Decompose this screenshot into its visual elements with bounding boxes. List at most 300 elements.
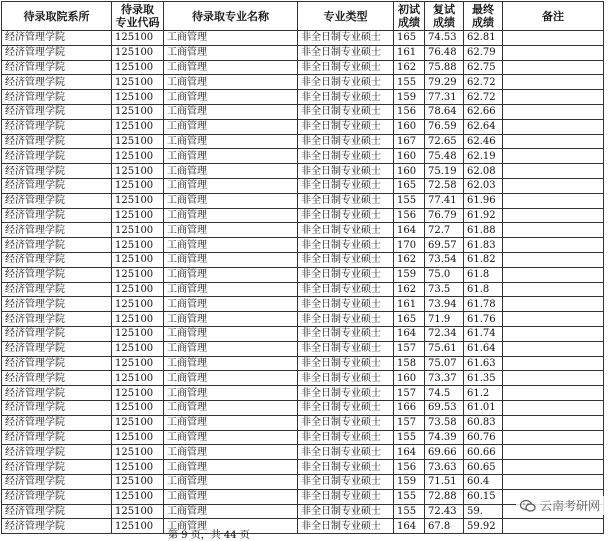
col-major-type-cell: 非全日制专业硕士	[298, 386, 394, 401]
col-major-code-cell: 125100	[112, 282, 164, 297]
col-retest-score-cell: 72.65	[425, 134, 464, 149]
col-department-cell: 经济管理学院	[2, 178, 112, 193]
col-major-code-cell: 125100	[112, 238, 164, 253]
col-initial-score-cell: 164	[394, 519, 425, 534]
table-row	[2, 445, 604, 460]
col-remarks-cell	[503, 119, 604, 134]
col-department-cell: 经济管理学院	[2, 341, 112, 356]
col-major-name-cell: 工商管理	[164, 445, 298, 460]
wechat-icon	[520, 499, 536, 513]
col-department-cell: 经济管理学院	[2, 164, 112, 179]
table-row	[2, 489, 604, 504]
col-major-type-cell: 非全日制专业硕士	[298, 297, 394, 312]
col-final-score-cell: 61.82	[464, 252, 503, 267]
col-retest-score-cell: 72.43	[425, 504, 464, 519]
col-initial-score-cell: 155	[394, 75, 425, 90]
col-major-name-cell: 工商管理	[164, 430, 298, 445]
col-final-score-cell: 62.64	[464, 119, 503, 134]
table-row	[2, 267, 604, 282]
col-final-score-cell: 62.72	[464, 90, 503, 105]
col-major-type-cell: 非全日制专业硕士	[298, 267, 394, 282]
col-major-type-cell: 非全日制专业硕士	[298, 445, 394, 460]
col-remarks-cell	[503, 356, 604, 371]
col-major-name-cell: 工商管理	[164, 312, 298, 327]
col-department-cell: 经济管理学院	[2, 474, 112, 489]
col-final-score-cell: 62.19	[464, 149, 503, 164]
col-final-score-cell: 62.75	[464, 60, 503, 75]
col-department-cell: 经济管理学院	[2, 445, 112, 460]
col-department-cell: 经济管理学院	[2, 149, 112, 164]
col-retest-score-cell: 74.5	[425, 386, 464, 401]
table-body	[2, 31, 604, 534]
col-retest-score-cell: 76.48	[425, 45, 464, 60]
col-final-score-cell: 60.65	[464, 460, 503, 475]
table-row	[2, 104, 604, 119]
col-retest-score-cell: 73.63	[425, 460, 464, 475]
col-final-score-cell: 59.92	[464, 519, 503, 534]
col-department-cell: 经济管理学院	[2, 415, 112, 430]
col-final-score-cell: 62.46	[464, 134, 503, 149]
col-major-code-cell: 125100	[112, 252, 164, 267]
table-row	[2, 193, 604, 208]
col-retest-score-cell: 75.48	[425, 149, 464, 164]
col-major-name-cell: 工商管理	[164, 341, 298, 356]
col-major-code-cell: 125100	[112, 178, 164, 193]
col-major-type-cell: 非全日制专业硕士	[298, 252, 394, 267]
col-major-name-cell: 工商管理	[164, 223, 298, 238]
col-remarks-cell	[503, 312, 604, 327]
table-row	[2, 415, 604, 430]
col-initial-score-cell: 165	[394, 31, 425, 46]
col-department-cell: 经济管理学院	[2, 75, 112, 90]
col-retest-score-cell: 73.94	[425, 297, 464, 312]
table-row	[2, 252, 604, 267]
col-initial-score-cell: 160	[394, 371, 425, 386]
col-major-code-cell: 125100	[112, 415, 164, 430]
col-initial-score-cell: 159	[394, 267, 425, 282]
col-remarks-cell	[503, 460, 604, 475]
col-major-code-cell: 125100	[112, 31, 164, 46]
table-row	[2, 134, 604, 149]
col-initial-score-cell: 162	[394, 252, 425, 267]
col-final-score-cell: 61.63	[464, 356, 503, 371]
col-remarks-cell	[503, 519, 604, 534]
col-final-score-cell: 62.08	[464, 164, 503, 179]
col-initial-score-header: 初试 成绩	[394, 2, 425, 31]
table-row	[2, 460, 604, 475]
col-major-type-cell: 非全日制专业硕士	[298, 223, 394, 238]
col-initial-score-cell: 164	[394, 223, 425, 238]
col-major-code-cell: 125100	[112, 104, 164, 119]
col-remarks-cell	[503, 267, 604, 282]
col-remarks-cell	[503, 297, 604, 312]
col-initial-score-cell: 155	[394, 193, 425, 208]
col-major-name-cell: 工商管理	[164, 164, 298, 179]
col-final-score-cell: 60.83	[464, 415, 503, 430]
col-final-score-cell: 61.35	[464, 371, 503, 386]
col-major-code-cell: 125100	[112, 460, 164, 475]
table-row	[2, 223, 604, 238]
watermark	[516, 496, 604, 515]
col-major-name-cell: 工商管理	[164, 297, 298, 312]
col-major-type-cell: 非全日制专业硕士	[298, 415, 394, 430]
col-major-name-cell: 工商管理	[164, 45, 298, 60]
col-department-cell: 经济管理学院	[2, 223, 112, 238]
table-row	[2, 75, 604, 90]
col-retest-score-cell: 73.58	[425, 415, 464, 430]
header-row	[2, 2, 604, 31]
col-major-type-cell: 非全日制专业硕士	[298, 149, 394, 164]
col-retest-score-cell: 73.37	[425, 371, 464, 386]
watermark-text: 云南考研网	[539, 499, 600, 513]
table-row	[2, 238, 604, 253]
col-initial-score-cell: 160	[394, 164, 425, 179]
col-final-score-cell: 61.64	[464, 341, 503, 356]
col-department-cell: 经济管理学院	[2, 400, 112, 415]
col-initial-score-cell: 166	[394, 400, 425, 415]
col-initial-score-cell: 157	[394, 415, 425, 430]
col-remarks-cell	[503, 75, 604, 90]
col-remarks-cell	[503, 223, 604, 238]
col-initial-score-cell: 164	[394, 445, 425, 460]
col-major-type-cell: 非全日制专业硕士	[298, 474, 394, 489]
col-major-code-cell: 125100	[112, 134, 164, 149]
col-department-cell: 经济管理学院	[2, 489, 112, 504]
col-initial-score-cell: 158	[394, 356, 425, 371]
col-initial-score-cell: 170	[394, 238, 425, 253]
col-retest-score-cell: 69.66	[425, 445, 464, 460]
col-initial-score-cell: 155	[394, 430, 425, 445]
col-department-cell: 经济管理学院	[2, 60, 112, 75]
col-major-type-cell: 非全日制专业硕士	[298, 134, 394, 149]
col-major-code-cell: 125100	[112, 356, 164, 371]
table-row	[2, 208, 604, 223]
table-row	[2, 356, 604, 371]
col-major-type-cell: 非全日制专业硕士	[298, 31, 394, 46]
col-major-type-cell: 非全日制专业硕士	[298, 341, 394, 356]
col-retest-score-header: 复试 成绩	[425, 2, 464, 31]
col-final-score-cell: 62.72	[464, 75, 503, 90]
col-major-name-cell: 工商管理	[164, 400, 298, 415]
col-remarks-cell	[503, 31, 604, 46]
col-final-score-cell: 60.4	[464, 474, 503, 489]
col-major-name-cell: 工商管理	[164, 474, 298, 489]
col-final-score-header: 最终 成绩	[464, 2, 503, 31]
col-department-cell: 经济管理学院	[2, 282, 112, 297]
col-initial-score-cell: 161	[394, 45, 425, 60]
col-retest-score-cell: 76.59	[425, 119, 464, 134]
col-initial-score-cell: 159	[394, 90, 425, 105]
col-final-score-cell: 61.8	[464, 267, 503, 282]
col-retest-score-cell: 75.07	[425, 356, 464, 371]
col-final-score-cell: 61.78	[464, 297, 503, 312]
col-retest-score-cell: 73.54	[425, 252, 464, 267]
col-major-code-cell: 125100	[112, 45, 164, 60]
col-major-name-cell: 工商管理	[164, 193, 298, 208]
col-major-type-cell: 非全日制专业硕士	[298, 104, 394, 119]
col-remarks-cell	[503, 149, 604, 164]
col-remarks-cell	[503, 238, 604, 253]
col-department-cell: 经济管理学院	[2, 134, 112, 149]
col-major-code-cell: 125100	[112, 208, 164, 223]
col-final-score-cell: 61.92	[464, 208, 503, 223]
col-initial-score-cell: 162	[394, 282, 425, 297]
col-major-code-cell: 125100	[112, 312, 164, 327]
table-row	[2, 430, 604, 445]
col-major-code-cell: 125100	[112, 119, 164, 134]
col-major-name-cell: 工商管理	[164, 386, 298, 401]
col-initial-score-cell: 164	[394, 326, 425, 341]
col-initial-score-cell: 167	[394, 134, 425, 149]
col-major-type-cell: 非全日制专业硕士	[298, 75, 394, 90]
col-major-type-cell: 非全日制专业硕士	[298, 90, 394, 105]
page-footer: 第 9 页，共 44 页	[168, 530, 250, 541]
col-major-code-cell: 125100	[112, 341, 164, 356]
col-major-name-cell: 工商管理	[164, 371, 298, 386]
col-remarks-cell	[503, 371, 604, 386]
table-row	[2, 282, 604, 297]
col-major-name-cell: 工商管理	[164, 149, 298, 164]
col-major-type-cell: 非全日制专业硕士	[298, 356, 394, 371]
col-retest-score-cell: 76.79	[425, 208, 464, 223]
table-row	[2, 312, 604, 327]
table-row	[2, 60, 604, 75]
col-remarks-cell	[503, 430, 604, 445]
table-row	[2, 504, 604, 519]
col-remarks-cell	[503, 104, 604, 119]
col-department-cell: 经济管理学院	[2, 267, 112, 282]
col-remarks-cell	[503, 341, 604, 356]
table-row	[2, 474, 604, 489]
col-major-type-cell: 非全日制专业硕士	[298, 400, 394, 415]
table-row	[2, 371, 604, 386]
col-department-header: 待录取院系所	[2, 2, 112, 31]
col-major-type-header: 专业类型	[298, 2, 394, 31]
col-initial-score-cell: 157	[394, 386, 425, 401]
table-row	[2, 119, 604, 134]
col-major-code-cell: 125100	[112, 504, 164, 519]
col-remarks-cell	[503, 208, 604, 223]
table-row	[2, 90, 604, 105]
col-major-type-cell: 非全日制专业硕士	[298, 193, 394, 208]
col-initial-score-cell: 159	[394, 474, 425, 489]
table-row	[2, 164, 604, 179]
col-major-name-cell: 工商管理	[164, 75, 298, 90]
col-retest-score-cell: 69.57	[425, 238, 464, 253]
col-remarks-cell	[503, 415, 604, 430]
col-retest-score-cell: 75.88	[425, 60, 464, 75]
col-major-type-cell: 非全日制专业硕士	[298, 119, 394, 134]
table-row	[2, 400, 604, 415]
col-major-type-cell: 非全日制专业硕士	[298, 60, 394, 75]
col-retest-score-cell: 72.58	[425, 178, 464, 193]
col-major-code-cell: 125100	[112, 90, 164, 105]
col-final-score-cell: 61.76	[464, 312, 503, 327]
col-initial-score-cell: 157	[394, 341, 425, 356]
col-retest-score-cell: 77.31	[425, 90, 464, 105]
col-remarks-cell	[503, 326, 604, 341]
col-major-name-cell: 工商管理	[164, 282, 298, 297]
col-department-cell: 经济管理学院	[2, 252, 112, 267]
col-major-name-cell: 工商管理	[164, 238, 298, 253]
col-department-cell: 经济管理学院	[2, 45, 112, 60]
col-major-name-cell: 工商管理	[164, 356, 298, 371]
col-major-type-cell: 非全日制专业硕士	[298, 178, 394, 193]
col-major-code-cell: 125100	[112, 149, 164, 164]
col-remarks-cell	[503, 400, 604, 415]
col-major-code-cell: 125100	[112, 474, 164, 489]
col-final-score-cell: 60.66	[464, 445, 503, 460]
table-row	[2, 519, 604, 534]
col-remarks-cell	[503, 474, 604, 489]
col-department-cell: 经济管理学院	[2, 430, 112, 445]
col-remarks-cell	[503, 45, 604, 60]
col-major-code-header: 待录取 专业代码	[112, 2, 164, 31]
col-major-type-cell: 非全日制专业硕士	[298, 326, 394, 341]
col-major-code-cell: 125100	[112, 326, 164, 341]
col-major-code-cell: 125100	[112, 267, 164, 282]
table-row	[2, 386, 604, 401]
col-major-code-cell: 125100	[112, 489, 164, 504]
col-initial-score-cell: 160	[394, 119, 425, 134]
col-final-score-cell: 61.88	[464, 223, 503, 238]
col-major-code-cell: 125100	[112, 430, 164, 445]
col-department-cell: 经济管理学院	[2, 31, 112, 46]
col-major-type-cell: 非全日制专业硕士	[298, 371, 394, 386]
col-remarks-cell	[503, 178, 604, 193]
col-retest-score-cell: 72.7	[425, 223, 464, 238]
col-retest-score-cell: 71.9	[425, 312, 464, 327]
col-major-code-cell: 125100	[112, 164, 164, 179]
col-department-cell: 经济管理学院	[2, 326, 112, 341]
col-final-score-cell: 61.8	[464, 282, 503, 297]
col-remarks-cell	[503, 252, 604, 267]
col-major-name-cell: 工商管理	[164, 252, 298, 267]
col-remarks-cell	[503, 60, 604, 75]
col-retest-score-cell: 79.29	[425, 75, 464, 90]
col-major-type-cell: 非全日制专业硕士	[298, 504, 394, 519]
col-major-code-cell: 125100	[112, 386, 164, 401]
col-department-cell: 经济管理学院	[2, 356, 112, 371]
col-major-name-cell: 工商管理	[164, 267, 298, 282]
col-final-score-cell: 60.76	[464, 430, 503, 445]
col-department-cell: 经济管理学院	[2, 90, 112, 105]
col-major-type-cell: 非全日制专业硕士	[298, 460, 394, 475]
col-remarks-cell	[503, 90, 604, 105]
col-final-score-cell: 62.66	[464, 104, 503, 119]
col-remarks-cell	[503, 386, 604, 401]
col-retest-score-cell: 74.39	[425, 430, 464, 445]
col-department-cell: 经济管理学院	[2, 119, 112, 134]
col-department-cell: 经济管理学院	[2, 386, 112, 401]
col-final-score-cell: 61.01	[464, 400, 503, 415]
col-major-name-cell: 工商管理	[164, 178, 298, 193]
col-retest-score-cell: 75.19	[425, 164, 464, 179]
col-major-name-cell: 工商管理	[164, 104, 298, 119]
col-initial-score-cell: 165	[394, 312, 425, 327]
table-row	[2, 297, 604, 312]
table-row	[2, 149, 604, 164]
col-major-type-cell: 非全日制专业硕士	[298, 164, 394, 179]
col-major-type-cell: 非全日制专业硕士	[298, 282, 394, 297]
col-remarks-header: 备注	[503, 2, 604, 31]
col-retest-score-cell: 71.51	[425, 474, 464, 489]
col-initial-score-cell: 155	[394, 504, 425, 519]
col-major-code-cell: 125100	[112, 519, 164, 534]
col-major-name-cell: 工商管理	[164, 134, 298, 149]
col-retest-score-cell: 78.64	[425, 104, 464, 119]
col-retest-score-cell: 72.34	[425, 326, 464, 341]
col-initial-score-cell: 165	[394, 178, 425, 193]
col-retest-score-cell: 67.8	[425, 519, 464, 534]
col-initial-score-cell: 161	[394, 297, 425, 312]
table-row	[2, 45, 604, 60]
col-retest-score-cell: 75.0	[425, 267, 464, 282]
col-major-name-cell: 工商管理	[164, 31, 298, 46]
col-remarks-cell	[503, 193, 604, 208]
col-department-cell: 经济管理学院	[2, 208, 112, 223]
col-department-cell: 经济管理学院	[2, 504, 112, 519]
col-major-name-cell: 工商管理	[164, 119, 298, 134]
col-major-name-cell: 工商管理	[164, 504, 298, 519]
col-department-cell: 经济管理学院	[2, 104, 112, 119]
col-remarks-cell	[503, 134, 604, 149]
col-department-cell: 经济管理学院	[2, 297, 112, 312]
col-department-cell: 经济管理学院	[2, 371, 112, 386]
table-row	[2, 31, 604, 46]
col-major-code-cell: 125100	[112, 60, 164, 75]
col-final-score-cell: 62.03	[464, 178, 503, 193]
col-final-score-cell: 62.81	[464, 31, 503, 46]
col-remarks-cell	[503, 164, 604, 179]
col-major-code-cell: 125100	[112, 193, 164, 208]
col-major-type-cell: 非全日制专业硕士	[298, 312, 394, 327]
col-initial-score-cell: 156	[394, 208, 425, 223]
table-row	[2, 326, 604, 341]
col-initial-score-cell: 156	[394, 104, 425, 119]
admission-table	[1, 1, 604, 534]
col-final-score-cell: 62.79	[464, 45, 503, 60]
col-major-name-header: 待录取专业名称	[164, 2, 298, 31]
col-major-name-cell: 工商管理	[164, 460, 298, 475]
col-major-code-cell: 125100	[112, 75, 164, 90]
col-major-type-cell: 非全日制专业硕士	[298, 238, 394, 253]
col-major-type-cell: 非全日制专业硕士	[298, 208, 394, 223]
col-remarks-cell	[503, 445, 604, 460]
col-major-code-cell: 125100	[112, 223, 164, 238]
col-final-score-cell: 61.2	[464, 386, 503, 401]
col-retest-score-cell: 72.88	[425, 489, 464, 504]
col-initial-score-cell: 162	[394, 60, 425, 75]
col-major-name-cell: 工商管理	[164, 415, 298, 430]
col-final-score-cell: 61.83	[464, 238, 503, 253]
col-retest-score-cell: 75.61	[425, 341, 464, 356]
col-major-name-cell: 工商管理	[164, 208, 298, 223]
col-department-cell: 经济管理学院	[2, 193, 112, 208]
col-major-name-cell: 工商管理	[164, 326, 298, 341]
col-major-type-cell: 非全日制专业硕士	[298, 519, 394, 534]
col-final-score-cell: 60.15	[464, 489, 503, 504]
col-final-score-cell: 61.74	[464, 326, 503, 341]
col-department-cell: 经济管理学院	[2, 312, 112, 327]
col-initial-score-cell: 156	[394, 460, 425, 475]
col-final-score-cell: 61.96	[464, 193, 503, 208]
col-final-score-cell: 59.	[464, 504, 503, 519]
table-header	[2, 2, 604, 31]
col-retest-score-cell: 74.53	[425, 31, 464, 46]
table-row	[2, 178, 604, 193]
col-department-cell: 经济管理学院	[2, 460, 112, 475]
